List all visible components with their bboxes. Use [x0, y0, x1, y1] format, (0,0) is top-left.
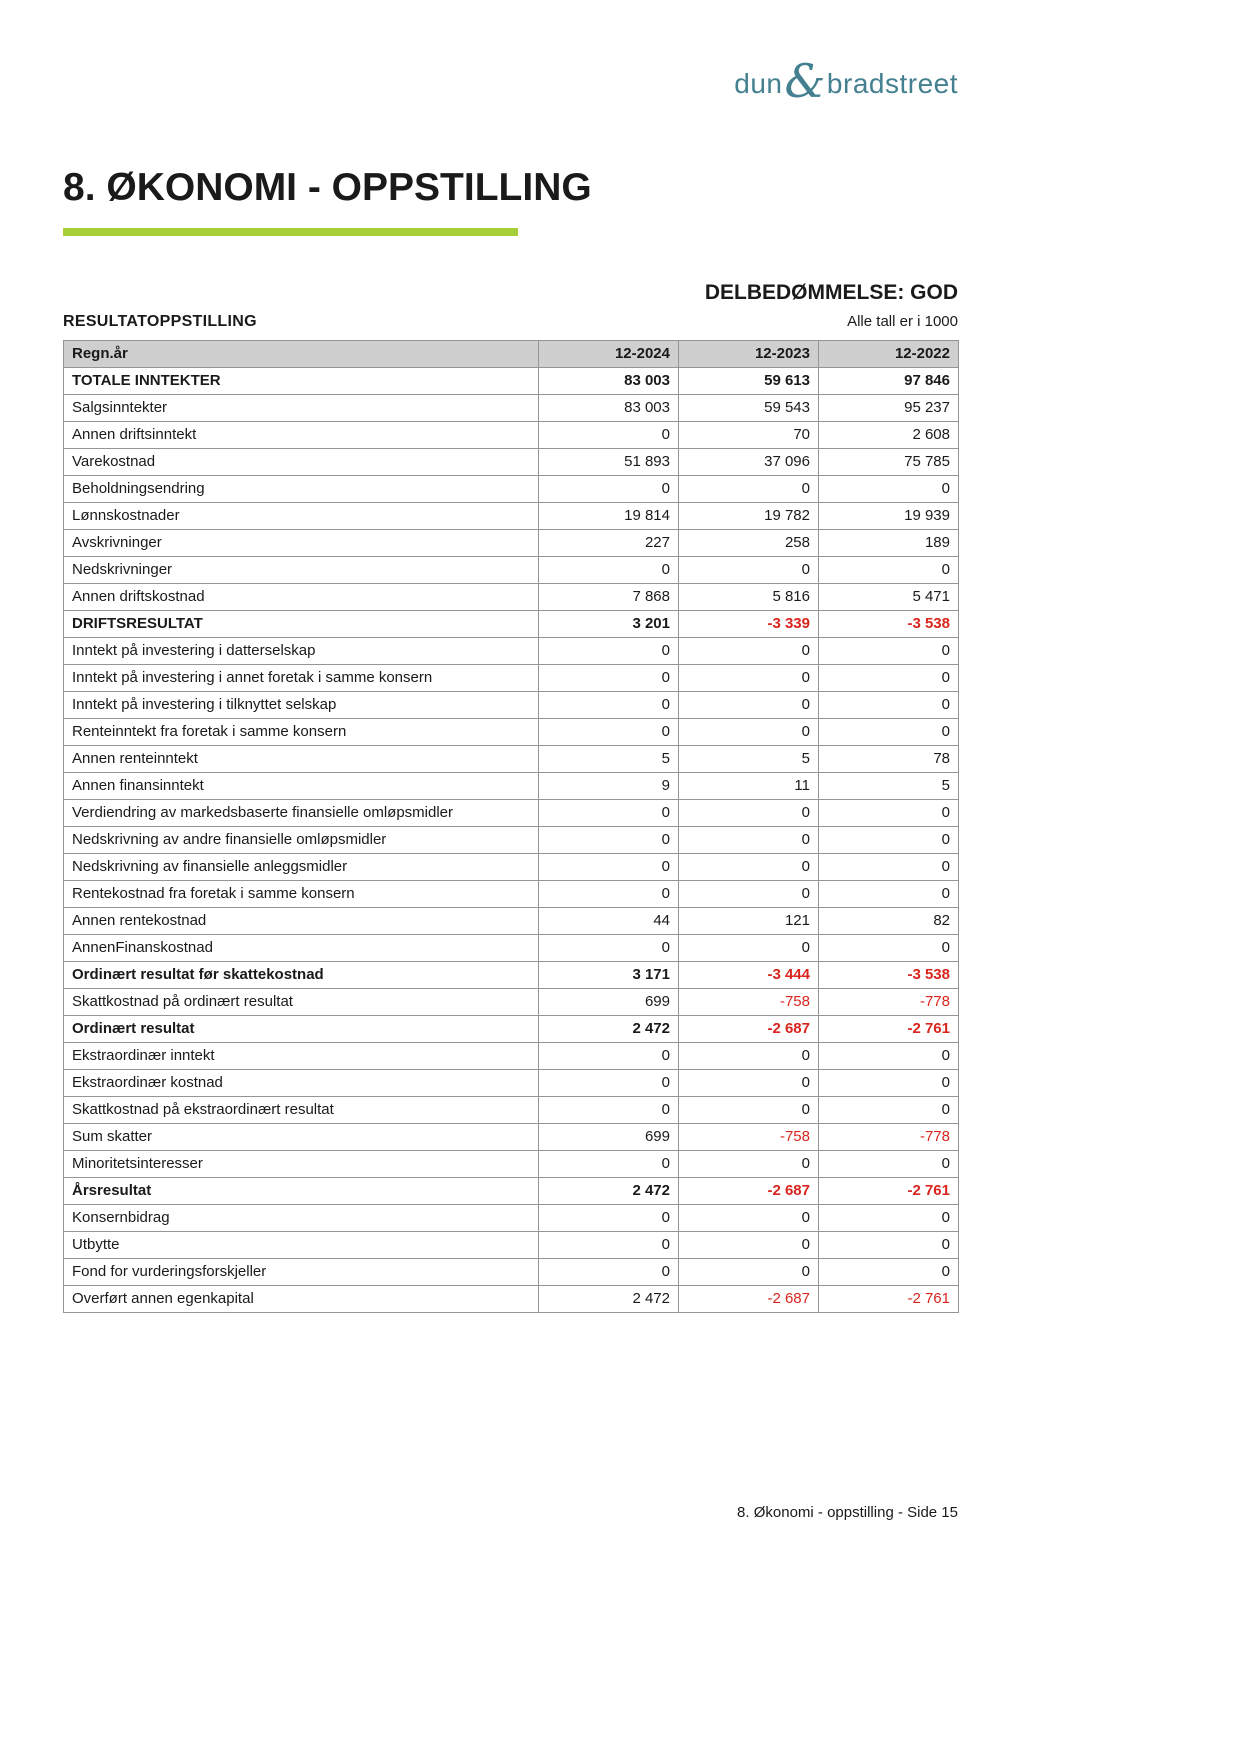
table-row	[64, 638, 959, 665]
table-row	[64, 584, 959, 611]
row-value: -3 339	[679, 611, 819, 638]
row-value: 0	[819, 827, 959, 854]
row-value: 0	[819, 476, 959, 503]
row-value: 5	[539, 746, 679, 773]
row-value: 0	[679, 1205, 819, 1232]
table-row	[64, 1286, 959, 1313]
row-value: -758	[679, 989, 819, 1016]
table-row	[64, 476, 959, 503]
table-row	[64, 665, 959, 692]
row-value: 0	[679, 1259, 819, 1286]
row-label: TOTALE INNTEKTER	[64, 368, 539, 395]
table-row	[64, 773, 959, 800]
table-row	[64, 1232, 959, 1259]
table-row	[64, 1151, 959, 1178]
page-content	[63, 0, 958, 1754]
row-value: 19 782	[679, 503, 819, 530]
units-note: Alle tall er i 1000	[847, 313, 958, 330]
row-label: Beholdningsendring	[64, 476, 539, 503]
row-label: Sum skatter	[64, 1124, 539, 1151]
row-value: 0	[819, 557, 959, 584]
row-label: Annen finansinntekt	[64, 773, 539, 800]
row-value: 0	[679, 800, 819, 827]
row-value: 59 613	[679, 368, 819, 395]
row-label: DRIFTSRESULTAT	[64, 611, 539, 638]
row-value: 0	[819, 692, 959, 719]
row-value: 78	[819, 746, 959, 773]
row-value: 2 472	[539, 1178, 679, 1205]
row-value: 0	[819, 719, 959, 746]
logo-text-dun: dun	[734, 68, 783, 99]
row-value: -2 761	[819, 1286, 959, 1313]
row-value: 9	[539, 773, 679, 800]
row-label: Rentekostnad fra foretak i samme konsern	[64, 881, 539, 908]
row-value: 0	[539, 557, 679, 584]
logo-ampersand-icon: &	[784, 54, 826, 108]
row-label: Fond for vurderingsforskjeller	[64, 1259, 539, 1286]
row-value: 44	[539, 908, 679, 935]
row-value: 0	[539, 665, 679, 692]
row-value: 0	[679, 1043, 819, 1070]
row-value: -778	[819, 1124, 959, 1151]
page-footer: 8. Økonomi - oppstilling - Side 15	[737, 1504, 958, 1521]
row-value: 0	[539, 1043, 679, 1070]
row-label: Lønnskostnader	[64, 503, 539, 530]
table-row	[64, 1097, 959, 1124]
row-value: -2 761	[819, 1016, 959, 1043]
row-value: 0	[819, 1232, 959, 1259]
table-row	[64, 368, 959, 395]
table-row	[64, 530, 959, 557]
page-title: 8. ØKONOMI - OPPSTILLING	[63, 166, 592, 209]
row-value: -3 538	[819, 611, 959, 638]
table-row	[64, 503, 959, 530]
row-label: Inntekt på investering i annet foretak i samme konsern	[64, 665, 539, 692]
table-row	[64, 989, 959, 1016]
table-row	[64, 1178, 959, 1205]
row-value: -2 687	[679, 1286, 819, 1313]
row-label: Utbytte	[64, 1232, 539, 1259]
row-value: 0	[539, 422, 679, 449]
table-header	[64, 341, 959, 368]
row-value: 2 472	[539, 1016, 679, 1043]
row-label: AnnenFinanskostnad	[64, 935, 539, 962]
row-value: 0	[539, 1259, 679, 1286]
row-value: 0	[539, 476, 679, 503]
row-value: 0	[679, 854, 819, 881]
title-underline-bar	[63, 228, 518, 236]
row-value: 0	[679, 881, 819, 908]
row-value: 0	[539, 638, 679, 665]
row-value: 37 096	[679, 449, 819, 476]
row-value: 0	[679, 476, 819, 503]
table-title: RESULTATOPPSTILLING	[63, 313, 257, 330]
row-value: 83 003	[539, 368, 679, 395]
row-label: Annen rentekostnad	[64, 908, 539, 935]
row-label: Nedskrivning av andre finansielle omløpsmidler	[64, 827, 539, 854]
row-value: 0	[539, 881, 679, 908]
row-label: Annen driftsinntekt	[64, 422, 539, 449]
row-value: 5	[819, 773, 959, 800]
row-value: 0	[539, 692, 679, 719]
row-label: Verdiendring av markedsbaserte finansielle omløpsmidler	[64, 800, 539, 827]
row-value: 75 785	[819, 449, 959, 476]
table-row	[64, 1205, 959, 1232]
row-value: 3 201	[539, 611, 679, 638]
table-row	[64, 908, 959, 935]
row-value: 0	[819, 1043, 959, 1070]
row-value: 189	[819, 530, 959, 557]
column-header-year: 12-2023	[679, 341, 819, 368]
row-value: 3 171	[539, 962, 679, 989]
row-label: Inntekt på investering i datterselskap	[64, 638, 539, 665]
row-value: 121	[679, 908, 819, 935]
row-value: 0	[819, 935, 959, 962]
row-value: 83 003	[539, 395, 679, 422]
table-row	[64, 827, 959, 854]
table-row	[64, 611, 959, 638]
row-value: 0	[679, 665, 819, 692]
table-row	[64, 746, 959, 773]
row-label: Ekstraordinær kostnad	[64, 1070, 539, 1097]
row-value: 0	[819, 665, 959, 692]
table-row	[64, 1016, 959, 1043]
row-label: Inntekt på investering i tilknyttet selskap	[64, 692, 539, 719]
table-row	[64, 1259, 959, 1286]
row-value: 19 814	[539, 503, 679, 530]
table-row	[64, 800, 959, 827]
row-value: 0	[539, 935, 679, 962]
row-value: 0	[679, 1232, 819, 1259]
row-label: Renteinntekt fra foretak i samme konsern	[64, 719, 539, 746]
row-value: 0	[819, 1070, 959, 1097]
row-value: 0	[819, 800, 959, 827]
row-value: -758	[679, 1124, 819, 1151]
row-value: 0	[819, 881, 959, 908]
table-row	[64, 557, 959, 584]
assessment-label: DELBEDØMMELSE: GOD	[704, 281, 958, 304]
row-value: 95 237	[819, 395, 959, 422]
row-value: 0	[819, 1259, 959, 1286]
row-value: -778	[819, 989, 959, 1016]
row-value: 0	[819, 638, 959, 665]
row-value: 97 846	[819, 368, 959, 395]
row-label: Skattkostnad på ordinært resultat	[64, 989, 539, 1016]
table-header-row	[64, 341, 959, 368]
row-value: 5	[679, 746, 819, 773]
row-value: 82	[819, 908, 959, 935]
row-value: 0	[539, 1205, 679, 1232]
row-value: 0	[819, 1097, 959, 1124]
row-label: Ordinært resultat	[64, 1016, 539, 1043]
row-label: Overført annen egenkapital	[64, 1286, 539, 1313]
row-value: 0	[539, 854, 679, 881]
row-label: Salgsinntekter	[64, 395, 539, 422]
row-value: 0	[679, 1070, 819, 1097]
income-statement-table	[63, 340, 959, 1313]
row-label: Nedskrivning av finansielle anleggsmidler	[64, 854, 539, 881]
row-value: 0	[539, 1151, 679, 1178]
row-value: 2 472	[539, 1286, 679, 1313]
row-label: Ekstraordinær inntekt	[64, 1043, 539, 1070]
row-label: Ordinært resultat før skattekostnad	[64, 962, 539, 989]
row-value: 2 608	[819, 422, 959, 449]
row-label: Minoritetsinteresser	[64, 1151, 539, 1178]
row-value: 258	[679, 530, 819, 557]
row-value: 0	[539, 800, 679, 827]
logo-text-bradstreet: bradstreet	[826, 68, 958, 99]
column-header-label: Regn.år	[64, 341, 539, 368]
row-value: 0	[679, 935, 819, 962]
row-label: Skattkostnad på ekstraordinært resultat	[64, 1097, 539, 1124]
row-value: 0	[679, 1097, 819, 1124]
table-row	[64, 449, 959, 476]
table-row	[64, 881, 959, 908]
row-value: 0	[679, 692, 819, 719]
table-row	[64, 1070, 959, 1097]
row-value: 59 543	[679, 395, 819, 422]
row-label: Avskrivninger	[64, 530, 539, 557]
dun-bradstreet-logo	[734, 54, 958, 108]
row-value: 0	[819, 1151, 959, 1178]
row-value: 0	[679, 557, 819, 584]
row-value: 0	[539, 827, 679, 854]
row-value: 5 816	[679, 584, 819, 611]
row-label: Varekostnad	[64, 449, 539, 476]
row-value: 0	[539, 1232, 679, 1259]
table-caption-row	[63, 313, 958, 331]
table-row	[64, 719, 959, 746]
row-value: -2 687	[679, 1016, 819, 1043]
row-value: -3 444	[679, 962, 819, 989]
table-row	[64, 1043, 959, 1070]
table-row	[64, 692, 959, 719]
row-value: 51 893	[539, 449, 679, 476]
table-row	[64, 1124, 959, 1151]
column-header-year: 12-2024	[539, 341, 679, 368]
table-row	[64, 395, 959, 422]
row-value: 0	[679, 638, 819, 665]
row-value: 0	[819, 854, 959, 881]
row-value: 699	[539, 1124, 679, 1151]
row-value: 7 868	[539, 584, 679, 611]
row-value: 0	[539, 719, 679, 746]
row-value: 11	[679, 773, 819, 800]
row-value: 0	[819, 1205, 959, 1232]
row-value: 0	[679, 719, 819, 746]
row-value: 0	[539, 1097, 679, 1124]
table-row	[64, 422, 959, 449]
row-value: -2 761	[819, 1178, 959, 1205]
row-value: 19 939	[819, 503, 959, 530]
table-body	[64, 368, 959, 1313]
row-value: 699	[539, 989, 679, 1016]
row-label: Annen renteinntekt	[64, 746, 539, 773]
row-label: Konsernbidrag	[64, 1205, 539, 1232]
row-label: Årsresultat	[64, 1178, 539, 1205]
row-label: Nedskrivninger	[64, 557, 539, 584]
table-row	[64, 854, 959, 881]
row-value: 0	[679, 827, 819, 854]
table-row	[64, 935, 959, 962]
table-row	[64, 962, 959, 989]
row-value: 0	[679, 1151, 819, 1178]
row-value: 5 471	[819, 584, 959, 611]
column-header-year: 12-2022	[819, 341, 959, 368]
row-value: 0	[539, 1070, 679, 1097]
row-value: -3 538	[819, 962, 959, 989]
row-value: -2 687	[679, 1178, 819, 1205]
row-value: 70	[679, 422, 819, 449]
row-label: Annen driftskostnad	[64, 584, 539, 611]
row-value: 227	[539, 530, 679, 557]
